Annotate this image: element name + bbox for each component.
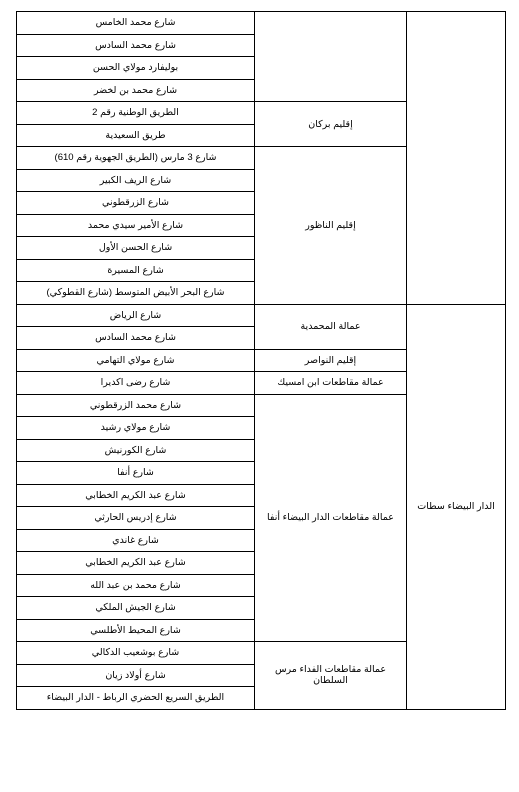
street-cell: شارع الريف الكبير	[17, 169, 255, 192]
street-cell: شارع مولاي رشيد	[17, 417, 255, 440]
street-cell: شارع المسيرة	[17, 259, 255, 282]
street-cell: شارع الحسن الأول	[17, 237, 255, 260]
street-cell: شارع الزرقطوني	[17, 192, 255, 215]
region-cell	[407, 12, 506, 305]
table-row	[17, 12, 506, 35]
province-cell: إقليم بركان	[255, 102, 407, 147]
streets-table	[16, 11, 506, 710]
streets-table-body	[17, 12, 506, 710]
street-cell: شارع عبد الكريم الخطابي	[17, 484, 255, 507]
street-cell: شارع محمد بن عبد الله	[17, 574, 255, 597]
street-cell: شارع رضى اكديرا	[17, 372, 255, 395]
street-cell: شارع محمد الخامس	[17, 12, 255, 35]
street-cell: طريق السعيدية	[17, 124, 255, 147]
province-cell: عمالة مقاطعات ابن امسيك	[255, 372, 407, 395]
province-cell: إقليم الناظور	[255, 147, 407, 305]
street-cell: شارع إدريس الحارثي	[17, 507, 255, 530]
province-cell: عمالة المحمدية	[255, 304, 407, 349]
street-cell: شارع الكورنيش	[17, 439, 255, 462]
street-cell: شارع أنفا	[17, 462, 255, 485]
street-cell: شارع غاندي	[17, 529, 255, 552]
street-cell: شارع محمد السادس	[17, 34, 255, 57]
street-cell: شارع عبد الكريم الخطابي	[17, 552, 255, 575]
street-cell: شارع مولاي التهامي	[17, 349, 255, 372]
street-cell: شارع أولاد زيان	[17, 664, 255, 687]
street-cell: الطريق الوطنية رقم 2	[17, 102, 255, 125]
street-cell: شارع محمد السادس	[17, 327, 255, 350]
province-cell: عمالة مقاطعات الدار البيضاء أنفا	[255, 394, 407, 642]
street-cell: شارع محمد بن لخضر	[17, 79, 255, 102]
street-cell: شارع بوشعيب الدكالي	[17, 642, 255, 665]
province-cell: عمالة مقاطعات الفداء مرس السلطان	[255, 642, 407, 710]
street-cell: شارع الرياض	[17, 304, 255, 327]
street-cell: شارع الجيش الملكي	[17, 597, 255, 620]
street-cell: شارع المحيط الأطلسي	[17, 619, 255, 642]
province-cell	[255, 12, 407, 102]
street-cell: شارع 3 مارس (الطريق الجهوية رقم 610)	[17, 147, 255, 170]
region-cell: الدار البيضاء سطات	[407, 304, 506, 709]
province-cell: إقليم النواصر	[255, 349, 407, 372]
street-cell: بوليفارد مولاي الحسن	[17, 57, 255, 80]
street-cell: شارع الأمير سيدي محمد	[17, 214, 255, 237]
street-cell: الطريق السريع الحضري الرباط - الدار البيضاء	[17, 687, 255, 710]
table-row	[17, 304, 506, 327]
street-cell: شارع محمد الزرقطوني	[17, 394, 255, 417]
street-cell: شارع البحر الأبيض المتوسط (شارع القطوكي)	[17, 282, 255, 305]
